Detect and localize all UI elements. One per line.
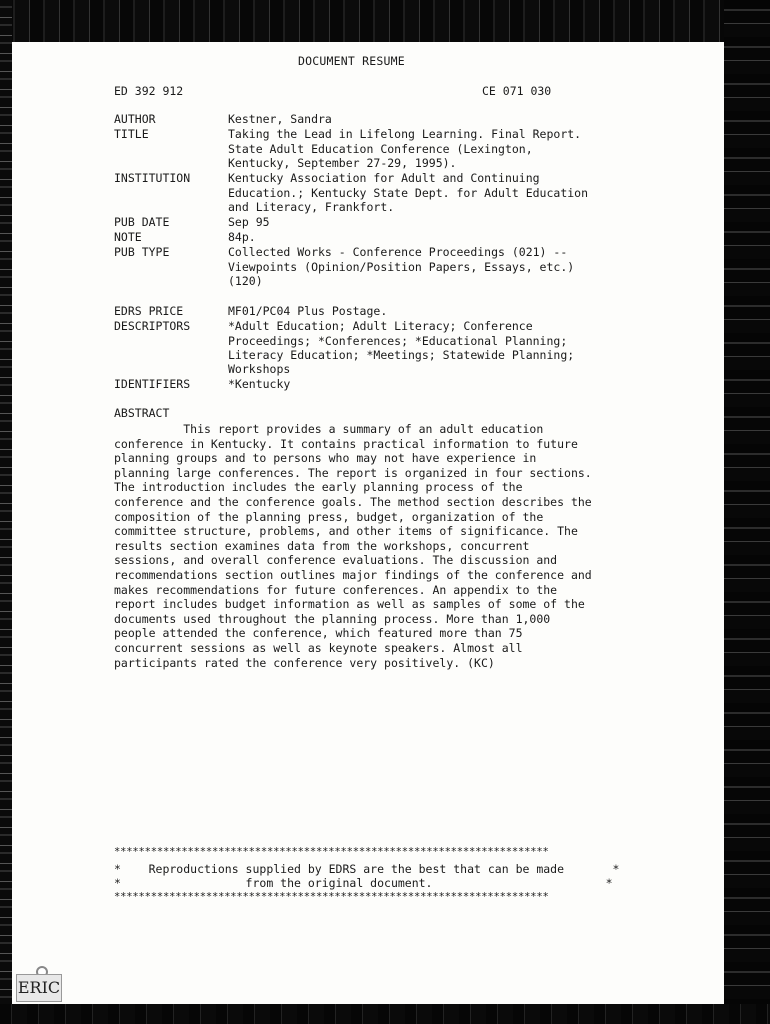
field-value-institution-line: Kentucky Association for Adult and Continuing xyxy=(228,171,540,185)
abstract-line: recommendations section outlines major findings of the conference and xyxy=(114,567,592,582)
field-value-descriptors-line: *Adult Education; Adult Literacy; Conference xyxy=(228,319,533,333)
abstract-line: The introduction includes the early planning process of the xyxy=(114,480,523,495)
field-value-title-line: Taking the Lead in Lifelong Learning. Final Report. xyxy=(228,127,582,141)
field-value-descriptors-line: Workshops xyxy=(228,362,291,376)
abstract-line: makes recommendations for future conferences. An appendix to the xyxy=(114,582,558,597)
document-heading: DOCUMENT RESUME xyxy=(298,54,405,68)
star-border-top: *********************************************************************** xyxy=(114,846,549,858)
ed-number: ED 392 912 xyxy=(114,84,184,98)
field-label-institution: INSTITUTION xyxy=(114,171,191,185)
abstract-line: conference and the conference goals. The method section describes the xyxy=(114,494,592,509)
field-label-title: TITLE xyxy=(114,127,149,141)
field-value-pub-date: Sep 95 xyxy=(228,215,270,229)
scan-edge-top xyxy=(0,0,770,42)
field-value-identifiers: *Kentucky xyxy=(228,377,291,391)
abstract-body xyxy=(114,422,592,670)
field-value-edrs-price: MF01/PC04 Plus Postage. xyxy=(228,304,388,318)
eric-logo: ERIC xyxy=(16,974,62,1002)
field-value-pub-type-line: (120) xyxy=(228,274,263,288)
abstract-label: ABSTRACT xyxy=(114,406,170,420)
field-value-note: 84p. xyxy=(228,230,256,244)
abstract-line: participants rated the conference very positively. (KC) xyxy=(114,655,495,670)
field-value-institution-line: and Literacy, Frankfort. xyxy=(228,200,395,214)
field-value-title-line: State Adult Education Conference (Lexington, xyxy=(228,142,533,156)
repro-notice-line: * from the original document. * xyxy=(114,876,613,890)
abstract-line: This report provides a summary of an adult education xyxy=(114,422,544,436)
field-label-pub-date: PUB DATE xyxy=(114,215,170,229)
field-value-pub-type-line: Viewpoints (Opinion/Position Papers, Essays, etc.) xyxy=(228,260,575,274)
star-border-bottom: *********************************************************************** xyxy=(114,891,549,903)
scan-edge-left xyxy=(0,0,12,1024)
field-label-note: NOTE xyxy=(114,230,142,244)
field-label-author: AUTHOR xyxy=(114,112,156,126)
field-value-institution-line: Education.; Kentucky State Dept. for Adult Education xyxy=(228,186,589,200)
scan-edge-right xyxy=(724,0,770,1024)
field-value-pub-type-line: Collected Works - Conference Proceedings (021) -- xyxy=(228,245,568,259)
abstract-line: sessions, and overall conference evaluations. The discussion and xyxy=(114,553,558,568)
field-value-title-line: Kentucky, September 27-29, 1995). xyxy=(228,156,457,170)
abstract-line: planning large conferences. The report is organized in four sections. xyxy=(114,465,592,480)
repro-notice-line: * Reproductions supplied by EDRS are the best that can be made * xyxy=(114,862,620,876)
abstract-line: concurrent sessions as well as keynote speakers. Almost all xyxy=(114,640,523,655)
abstract-line: conference in Kentucky. It contains practical information to future xyxy=(114,436,578,451)
abstract-line: report includes budget information as well as samples of some of the xyxy=(114,597,585,612)
field-value-author: Kestner, Sandra xyxy=(228,112,332,126)
abstract-line: documents used throughout the planning process. More than 1,000 xyxy=(114,611,551,626)
abstract-line: composition of the planning press, budget, organization of the xyxy=(114,509,544,524)
field-label-identifiers: IDENTIFIERS xyxy=(114,377,191,391)
field-value-descriptors-line: Literacy Education; *Meetings; Statewide Planning; xyxy=(228,348,575,362)
field-value-descriptors-line: Proceedings; *Conferences; *Educational Planning; xyxy=(228,334,568,348)
field-label-edrs-price: EDRS PRICE xyxy=(114,304,184,318)
scan-edge-bottom xyxy=(0,1004,770,1024)
field-label-pub-type: PUB TYPE xyxy=(114,245,170,259)
abstract-line: planning groups and to persons who may not have experience in xyxy=(114,451,537,466)
ce-number: CE 071 030 xyxy=(482,84,552,98)
field-label-descriptors: DESCRIPTORS xyxy=(114,319,191,333)
abstract-line: people attended the conference, which featured more than 75 xyxy=(114,626,523,641)
abstract-line: committee structure, problems, and other items of significance. The xyxy=(114,524,578,539)
abstract-line: results section examines data from the workshops, concurrent xyxy=(114,538,530,553)
